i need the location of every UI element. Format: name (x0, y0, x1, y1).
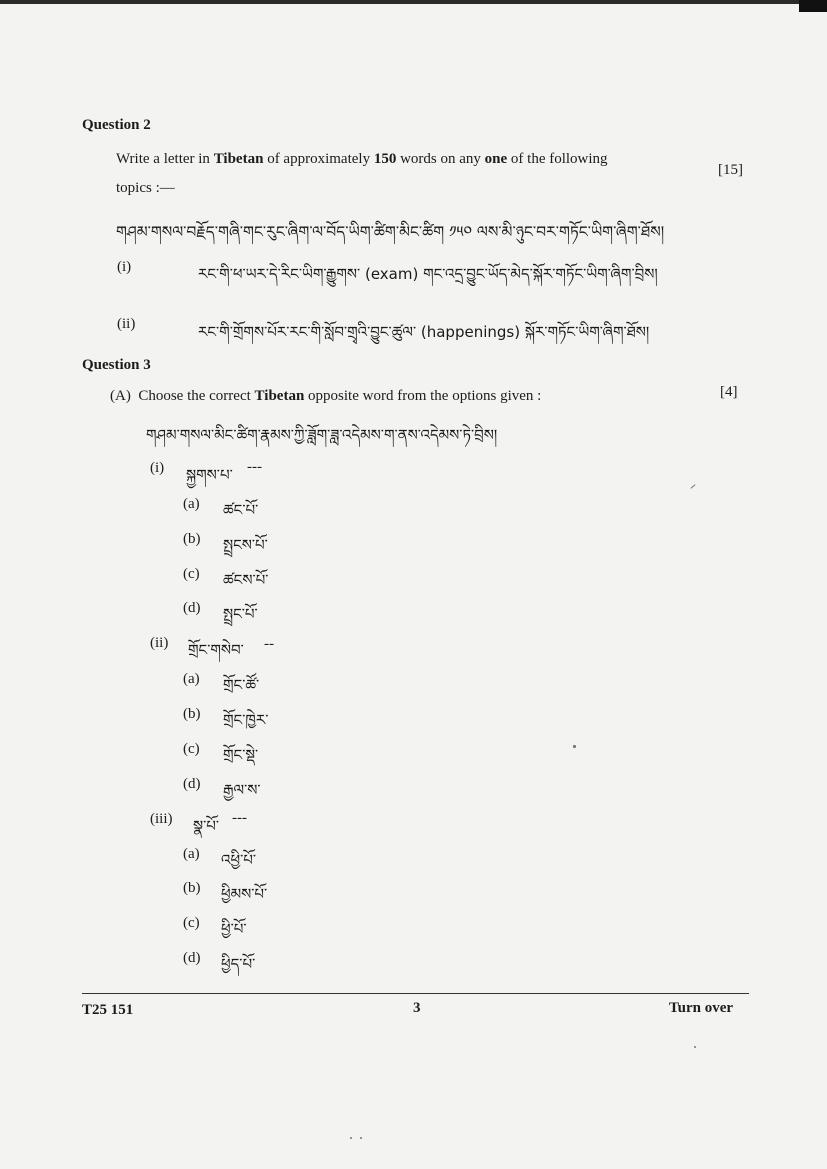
item-2-dash: -- (264, 636, 274, 652)
option-label: (c) (183, 741, 200, 757)
scan-speck (690, 484, 695, 489)
option-label: (b) (183, 706, 201, 722)
option-text: ཚངས་པོ་ (223, 571, 269, 589)
footer-paper-code: T25 151 (82, 1002, 134, 1018)
option-text: རྒྱལ་ས་ (223, 781, 261, 799)
option-label: (a) (183, 671, 200, 687)
option-text: སྤྲང་པོ་ (223, 605, 258, 623)
topic-2-text: རང་གི་གྲོགས་པོར་རང་གི་སློབ་གྲྭའི་བྱུང་ཚུལ་ (happenings) སྐོར་གཏོང་ཡིག་ཞིག་ཐོས། (198, 323, 650, 341)
item-1-word: སྐྱགས་པ་ (186, 466, 233, 484)
topic-1-number: (i) (117, 259, 132, 275)
scan-speck (694, 1046, 696, 1048)
question-2-instruction-line1 (116, 151, 608, 168)
scan-speck (573, 745, 576, 748)
question-2-instruction-line2: topics :— (116, 180, 175, 196)
option-text: ཕྱི་པོ་ (221, 920, 247, 938)
option-text: གྲོང་སྡེ་ (223, 746, 259, 764)
footer-turn-over: Turn over (669, 1000, 734, 1016)
item-2-number: (ii) (150, 635, 169, 651)
topic-1-text: རང་གི་ཕ་ཡར་དེ་རིང་ཡིག་རྒྱུགས་ (exam) གང་འདྲ་བྱུང་ཡོད་མེད་སྐོར་གཏོང་ཡིག་ཞིག་བྲིས། (198, 265, 658, 283)
option-label: (b) (183, 531, 201, 547)
item-1-dash: --- (247, 459, 262, 475)
option-label: (a) (183, 496, 200, 512)
scan-corner-mark (799, 0, 827, 12)
option-label: (a) (183, 846, 200, 862)
instruction-text: Write a letter in (116, 151, 214, 167)
footer-divider (82, 993, 749, 994)
option-label: (d) (183, 776, 201, 792)
item-2-word: གྲོང་གསེབ་ (188, 641, 244, 659)
question-2-tibetan-instruction: གཤམ་གསལ་བརྗོད་གཞི་གང་རུང་ཞིག་ལ་བོད་ཡིག་ཚིག་མིང་ཚིག ༡༥༠ ལས་མི་ཉུང་བར་གཏོང་ཡིག་ཞིག་ཐོས། (116, 223, 665, 241)
question-3-tibetan-instruction: གཤམ་གསལ་མིང་ཚིག་རྣམས་ཀྱི་ཟློག་ཟླ་འདེམས་ག་ནས་འདེམས་ཏེ་བྲིས། (146, 426, 498, 444)
instruction-bold-one: one (484, 151, 508, 167)
option-text: ཕྱིམས་པོ་ (221, 885, 268, 903)
instruction-text: opposite word from the options given : (304, 388, 542, 404)
part-label: (A) (110, 388, 131, 404)
instruction-bold-count: 150 (373, 151, 397, 167)
question-3-part-a-instruction (110, 388, 541, 405)
option-text: གྲོང་ཁྱེར་ (223, 711, 269, 729)
scan-top-edge (0, 0, 827, 4)
option-text: སྤྲངས་པོ་ (223, 536, 268, 554)
question-3-marks: [4] (720, 384, 738, 400)
question-3-heading: Question 3 (82, 357, 151, 373)
option-label: (c) (183, 566, 200, 582)
instruction-text: of the following (507, 151, 608, 167)
item-3-number: (iii) (150, 811, 173, 827)
option-text: ཚང་པོ་ (223, 501, 259, 519)
option-label: (b) (183, 880, 201, 896)
instruction-bold-tibetan: Tibetan (213, 151, 264, 167)
option-label: (d) (183, 600, 201, 616)
option-text: འཕྱི་པོ་ (221, 851, 256, 869)
scan-speck (350, 1137, 352, 1139)
option-label: (c) (183, 915, 200, 931)
scan-speck (360, 1137, 362, 1139)
question-2-heading: Question 2 (82, 117, 151, 133)
item-3-word: སྣ་པོ་ (193, 817, 220, 835)
question-2-marks: [15] (718, 162, 743, 178)
option-text: གྲོང་ཚོ་ (223, 676, 260, 694)
footer-page-number: 3 (413, 1000, 421, 1016)
instruction-text: words on any (396, 151, 485, 167)
instruction-text: of approximately (263, 151, 374, 167)
option-text: ཕྱིད་པོ་ (221, 955, 256, 973)
topic-2-number: (ii) (117, 316, 136, 332)
instruction-text: Choose the correct (138, 388, 255, 404)
item-3-dash: --- (232, 810, 247, 826)
item-1-number: (i) (150, 460, 165, 476)
instruction-bold-tibetan: Tibetan (254, 388, 305, 404)
option-label: (d) (183, 950, 201, 966)
